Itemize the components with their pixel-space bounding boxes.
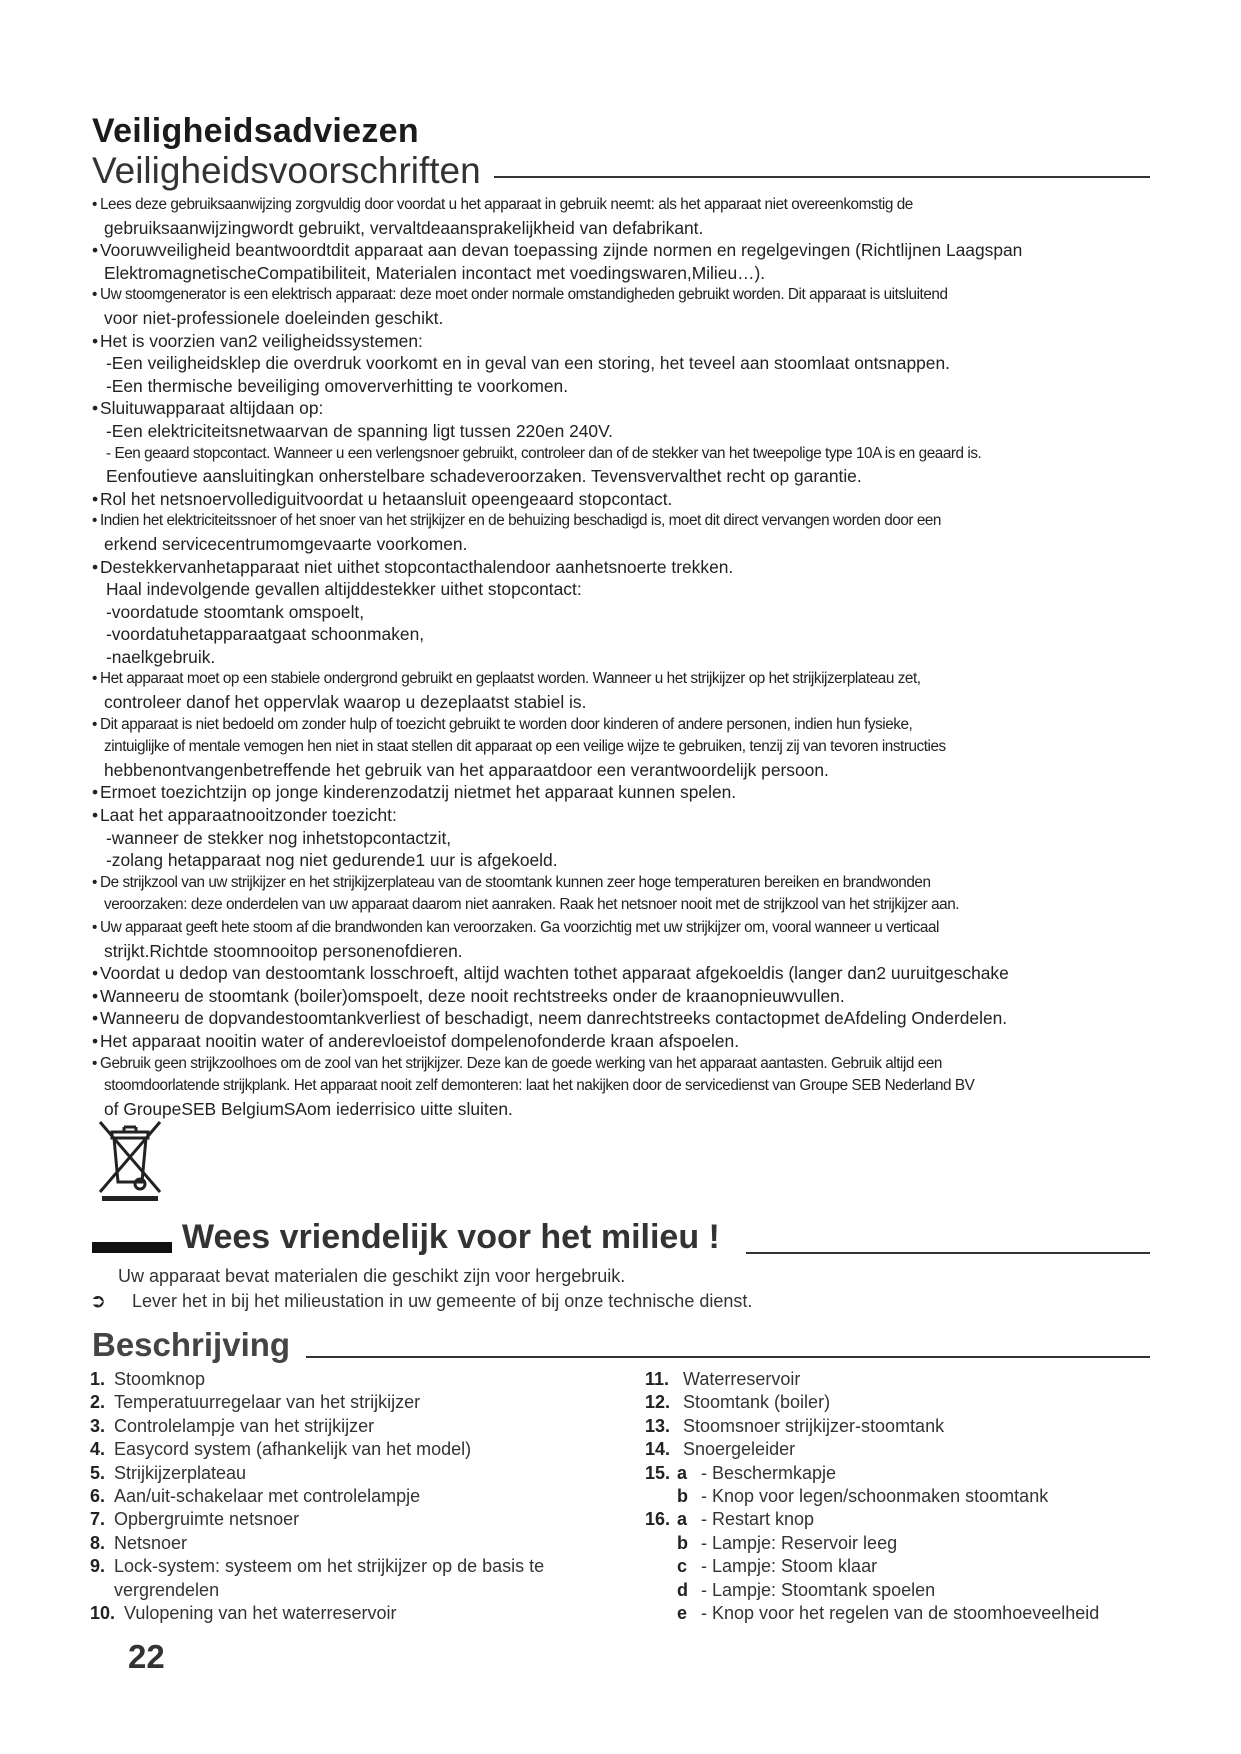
safety-line: zintuiglijke of mentale vemogen hen niet in staat stellen dit apparaat op een veilige wijze te gebruiken, tenzij zij van tevoren instructies [104, 738, 946, 756]
safety-line: -Een veiligheidsklep die overdruk voorkomt en in geval van een storing, het teveel aan stoomlaat ontsnappen. [106, 353, 950, 374]
page-number: 22 [128, 1638, 165, 1675]
environment-instruction: Lever het in bij het milieustation in uw gemeente of bij onze technische dienst. [132, 1291, 753, 1311]
part-number [90, 1579, 114, 1602]
part-number [645, 1555, 677, 1578]
safety-line: • Lees deze gebruiksaanwijzing zorgvuldig door voordat u het apparaat in gebruik neemt: als het apparaat niet overeenkomstig de [92, 194, 1212, 217]
part-label: - Lampje: Stoom klaar [701, 1556, 878, 1577]
part-label: - Knop voor het regelen van de stoomhoeveelheid [701, 1603, 1100, 1624]
safety-line: veroorzaken: deze onderdelen van uw apparaat daarom niet aanraken. Raak het netsnoer nooit met de strijkzool van het strijkijzer aan. [104, 896, 960, 914]
page-title: Veiligheidsadviezen [92, 112, 419, 150]
safety-line: • De strijkzool van uw strijkijzer en het strijkijzerplateau van de stoomtank kunnen zeer hoge temperaturen bereiken en brandwonden [92, 872, 1212, 895]
part-label: Vulopening van het waterreservoir [124, 1603, 397, 1624]
part-number: 3. [90, 1415, 106, 1436]
part-label: - Knop voor legen/schoonmaken stoomtank [701, 1486, 1049, 1507]
part-item [90, 1602, 630, 1625]
part-number [645, 1485, 677, 1508]
part-item [645, 1368, 1205, 1391]
part-label: Netsnoer [114, 1532, 188, 1553]
part-label: Controlelampje van het strijkijzer [114, 1415, 375, 1436]
safety-line: -voordatude stoomtank omspoelt, [106, 601, 365, 622]
safety-line: controleer danof het oppervlak waarop u dezeplaatst stabiel is. [104, 692, 587, 713]
safety-line: stoomdoorlatende strijkplank. Het apparaat nooit zelf demonteren: laat het nakijken door de servicedienst van Groupe SEB Nederland BV [104, 1077, 975, 1095]
safety-line: • Het apparaat nooitin water of anderevloeistof dompelenofonderde kraan afspoelen. [92, 1030, 1212, 1053]
part-number: 6. [90, 1486, 106, 1507]
part-label: - Lampje: Stoomtank spoelen [701, 1579, 936, 1600]
part-subletter: e [677, 1603, 688, 1624]
safety-line: • Gebruik geen strijkzoolhoes om de zool van het strijkijzer. Deze kan de goede werking van het apparaat aantasten. Gebruik altijd een [92, 1053, 1212, 1076]
safety-line: hebbenontvangenbetreffende het gebruik van het apparaatdoor een verantwoordelijk persoon. [104, 759, 829, 780]
safety-line: • Wanneeru de stoomtank (boiler)omspoelt, deze nooit rechtstreeks onder de kraanopnieuwvullen. [92, 985, 1212, 1008]
safety-line: voor niet-professionele doeleinden geschikt. [104, 307, 444, 328]
part-item [90, 1508, 630, 1531]
part-number: 2. [90, 1392, 106, 1413]
safety-line: Haal indevolgende gevallen altijddestekker uithet stopcontact: [106, 579, 582, 600]
part-number: 10. [90, 1603, 116, 1624]
part-subletter: a [677, 1462, 688, 1483]
safety-text [92, 194, 1212, 1120]
safety-line: • Rol het netsnoervollediguitvoordat u hetaansluit opeengeaard stopcontact. [92, 488, 1212, 511]
parts-list-right [645, 1368, 1205, 1625]
part-item [645, 1508, 1205, 1531]
part-number: 7. [90, 1509, 106, 1530]
part-number: 12. [645, 1392, 671, 1413]
environment-text: Uw apparaat bevat materialen die geschikt zijn voor hergebruik. [118, 1266, 626, 1286]
part-number [645, 1532, 677, 1555]
part-number: 5. [90, 1462, 106, 1483]
part-item [645, 1555, 1205, 1578]
description-rule [306, 1356, 1150, 1358]
part-label: Stoomknop [114, 1369, 206, 1389]
part-item [90, 1555, 630, 1578]
part-item [90, 1485, 630, 1508]
part-number: 4. [90, 1439, 106, 1460]
part-subletter: a [677, 1509, 688, 1530]
part-number: 13. [645, 1415, 671, 1436]
safety-line: • Dit apparaat is niet bedoeld om zonder hulp of toezicht gebruikt te worden door kinderen of andere personen, indien hun fysieke, [92, 714, 1212, 737]
safety-line: • Het is voorzien van2 veiligheidssystemen: [92, 330, 1212, 353]
part-label: Lock-system: systeem om het strijkijzer op de basis te [114, 1556, 545, 1577]
part-label: Strijkijzerplateau [114, 1462, 247, 1483]
part-number: 15. [645, 1462, 671, 1483]
environment-bar [92, 1242, 172, 1253]
part-number: 8. [90, 1532, 106, 1553]
safety-line: • Vooruwveiligheid beantwoordtdit apparaat aan devan toepassing zijnde normen en regelgevingen (Richtlijnen Laagspan [92, 239, 1212, 262]
part-label: vergrendelen [114, 1579, 220, 1600]
part-item [645, 1532, 1205, 1555]
safety-line: • Voordat u dedop van destoomtank losschroeft, altijd wachten tothet apparaat afgekoeldis (langer dan2 uuruitgeschake [92, 962, 1212, 985]
part-label: - Restart knop [701, 1509, 815, 1530]
safety-line: • Uw apparaat geeft hete stoom af die brandwonden kan veroorzaken. Ga voorzichtig met uw strijkijzer om, vooral wanneer u verticaal [92, 917, 1212, 940]
part-label: Waterreservoir [683, 1369, 801, 1389]
safety-line: Eenfoutieve aansluitingkan onherstelbare schadeveroorzaken. Tevensvervalthet recht op garantie. [106, 466, 862, 487]
part-item [645, 1415, 1205, 1438]
part-label: Stoomsnoer strijkijzer-stoomtank [683, 1415, 945, 1436]
safety-line: • Laat het apparaatnooitzonder toezicht: [92, 804, 1212, 827]
part-number: 14. [645, 1439, 671, 1460]
section-title-safety: Veiligheidsvoorschriften [92, 150, 481, 191]
part-item [90, 1438, 630, 1461]
title-rule [494, 176, 1150, 178]
part-item [90, 1391, 630, 1414]
part-number: 11. [645, 1369, 670, 1389]
part-label: Opbergruimte netsnoer [114, 1509, 300, 1530]
part-item [90, 1462, 630, 1485]
safety-line: ElektromagnetischeCompatibiliteit, Materialen incontact met voedingswaren,Milieu…). [104, 262, 766, 283]
safety-line: -Een thermische beveiliging omoververhitting te voorkomen. [106, 375, 569, 396]
part-number: 9. [90, 1556, 106, 1577]
safety-line: -zolang hetapparaat nog niet gedurende1 uur is afgekoeld. [106, 850, 558, 871]
safety-line: -Een elektriciteitsnetwaarvan de spanning ligt tussen 220en 240V. [106, 420, 613, 441]
safety-line: • Destekkervanhetapparaat niet uithet stopcontacthalendoor aanhetsnoerte trekken. [92, 556, 1212, 579]
part-label: Aan/uit-schakelaar met controlelampje [114, 1486, 421, 1507]
part-label: Stoomtank (boiler) [683, 1392, 831, 1413]
safety-line: -voordatuhetapparaatgaat schoonmaken, [106, 624, 425, 645]
part-subletter: c [677, 1556, 688, 1577]
part-item [645, 1462, 1205, 1485]
section-title-environment: Wees vriendelijk voor het milieu ! [182, 1218, 720, 1256]
safety-line: strijkt.Richtde stoomnooitop personenofdieren. [104, 940, 463, 961]
section-title-description: Beschrijving [92, 1326, 291, 1363]
part-number [645, 1579, 677, 1602]
part-item [645, 1438, 1205, 1461]
part-number: 16. [645, 1509, 671, 1530]
safety-line: • Het apparaat moet op een stabiele ondergrond gebruikt en geplaatst worden. Wanneer u het strijkijzer op het strijkijzerplateau zet, [92, 668, 1212, 691]
part-item [645, 1391, 1205, 1414]
part-number: 1. [90, 1369, 106, 1389]
environment-rule [746, 1252, 1150, 1254]
safety-line: • Wanneeru de dopvandestoomtankverliest of beschadigt, neem danrechtstreeks contactopmet deAfdeling Onderdelen. [92, 1007, 1212, 1030]
part-number [645, 1602, 677, 1625]
safety-line: • Sluituwapparaat altijdaan op: [92, 397, 1212, 420]
part-item [90, 1368, 630, 1391]
safety-line: - Een geaard stopcontact. Wanneer u een verlengsnoer gebruikt, controleer dan of de stekker van het tweepolige type 10A is en geaard is. [106, 444, 982, 462]
part-label: - Beschermkapje [701, 1462, 837, 1483]
safety-line: • Ermoet toezichtzijn op jonge kinderenzodatzij nietmet het apparaat kunnen spelen. [92, 781, 1212, 804]
part-item [645, 1579, 1205, 1602]
safety-line: -wanneer de stekker nog inhetstopcontactzit, [106, 827, 452, 848]
safety-line: -naelkgebruik. [106, 646, 216, 667]
weee-crossed-bin-icon [94, 1118, 166, 1202]
arrow-icon: ➲ [90, 1291, 106, 1312]
part-item [90, 1532, 630, 1555]
safety-line: • Indien het elektriciteitssnoer of het snoer van het strijkijzer en de behuizing beschadigd is, moet dit direct vervangen worden door een [92, 510, 1212, 533]
part-subletter: b [677, 1532, 688, 1553]
safety-line: of GroupeSEB BelgiumSAom iederrisico uitte sluiten. [104, 1098, 513, 1119]
safety-line: erkend servicecentrumomgevaarte voorkomen. [104, 533, 468, 554]
part-label: - Lampje: Reservoir leeg [701, 1532, 898, 1553]
safety-line: • Uw stoomgenerator is een elektrisch apparaat: deze moet onder normale omstandigheden gebruikt worden. Dit apparaat is uitsluitend [92, 284, 1212, 307]
part-label: Temperatuurregelaar van het strijkijzer [114, 1392, 421, 1413]
part-label: Easycord system (afhankelijk van het model) [114, 1439, 472, 1460]
part-item [90, 1415, 630, 1438]
part-item [90, 1579, 630, 1602]
part-subletter: b [677, 1486, 688, 1507]
part-subletter: d [677, 1579, 688, 1600]
part-item [645, 1602, 1205, 1625]
safety-line: gebruiksaanwijzingwordt gebruikt, vervaltdeaansprakelijkheid van defabrikant. [104, 217, 704, 238]
part-item [645, 1485, 1205, 1508]
part-label: Snoergeleider [683, 1439, 796, 1460]
parts-list-left [90, 1368, 630, 1625]
